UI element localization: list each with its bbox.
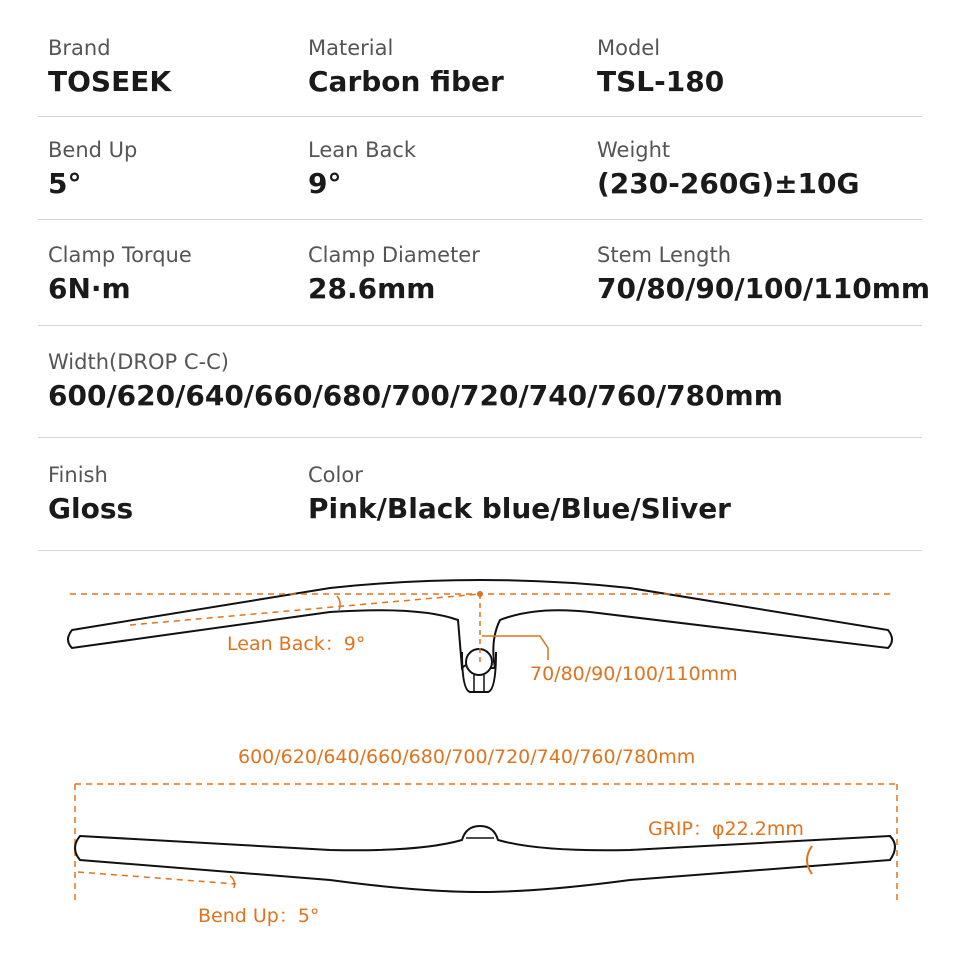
front-view-annotations [78, 818, 812, 927]
spec-label: Model [597, 36, 661, 60]
spec-value: TOSEEK [48, 65, 172, 98]
lean-back-arc [337, 596, 340, 610]
spec-value: 600/620/640/660/680/700/720/740/760/780mm [48, 379, 783, 412]
spec-label: Bend Up [48, 138, 138, 162]
spec-label: Material [308, 36, 394, 60]
stem-length-label: 70/80/90/100/110mm [530, 663, 738, 685]
spec-value: 6N·m [48, 272, 131, 305]
bend-up-arc [230, 876, 235, 888]
stem-leader-line [482, 636, 548, 660]
spec-label: Color [308, 463, 363, 487]
spec-value: 5° [48, 167, 82, 200]
spec-value: Carbon fiber [308, 65, 504, 98]
clamp-hole [466, 649, 492, 675]
grip-diameter-arc [807, 846, 812, 874]
spec-value: 70/80/90/100/110mm [597, 272, 931, 305]
spec-value: Gloss [48, 492, 134, 525]
spec-value: 28.6mm [308, 272, 436, 305]
lean-back-line [130, 594, 480, 625]
lean-back-label: Lean Back：9° [227, 633, 366, 655]
spec-value: (230-260G)±10G [597, 167, 860, 200]
spec-label: Stem Length [597, 243, 732, 267]
spec-label: Clamp Torque [48, 243, 192, 267]
bend-up-line [78, 872, 236, 884]
spec-label: Width(DROP C-C) [48, 350, 229, 374]
spec-value: TSL-180 [597, 65, 725, 98]
grip-label: GRIP：φ22.2mm [648, 818, 804, 840]
spec-label: Weight [597, 138, 671, 162]
width-label: 600/620/640/660/680/700/720/740/760/780mm [238, 746, 696, 768]
spec-label: Finish [48, 463, 108, 487]
spec-label: Clamp Diameter [308, 243, 480, 267]
spec-value: 9° [308, 167, 342, 200]
spec-value: Pink/Black blue/Blue/Sliver [308, 492, 731, 525]
spec-label: Lean Back [308, 138, 417, 162]
bend-up-label: Bend Up：5° [198, 905, 320, 927]
spec-label: Brand [48, 36, 111, 60]
